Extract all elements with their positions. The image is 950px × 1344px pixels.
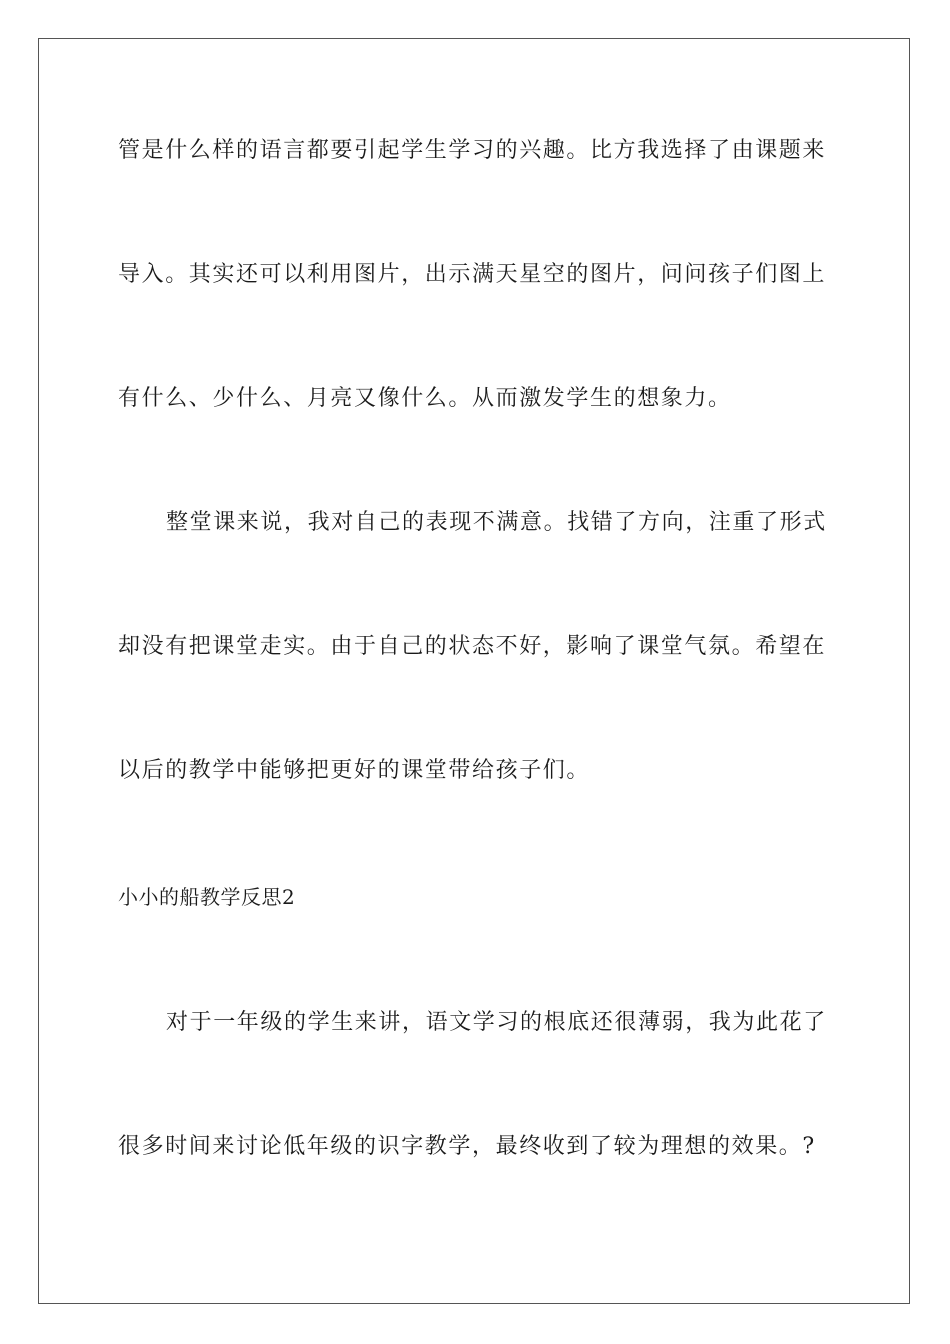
paragraph-line: 导入。其实还可以利用图片，出示满天星空的图片，问问孩子们图上 [118,262,827,287]
paragraph-line: 有什么、少什么、月亮又像什么。从而激发学生的想象力。 [118,386,732,411]
paragraph-line: 却没有把课堂走实。由于自己的状态不好，影响了课堂气氛。希望在 [118,634,827,659]
paragraph-line: 以后的教学中能够把更好的课堂带给孩子们。 [118,758,591,783]
section-heading: 小小的船教学反思2 [118,885,296,909]
paragraph-line: 对于一年级的学生来讲，语文学习的根底还很薄弱，我为此花了 [166,1010,827,1035]
paragraph-line: 整堂课来说，我对自己的表现不满意。找错了方向，注重了形式 [166,510,827,535]
paragraph-line: 管是什么样的语言都要引起学生学习的兴趣。比方我选择了由课题来 [118,138,827,163]
paragraph-line: 很多时间来讨论低年级的识字教学，最终收到了较为理想的效果。? [118,1134,816,1159]
page-border [38,38,910,1304]
